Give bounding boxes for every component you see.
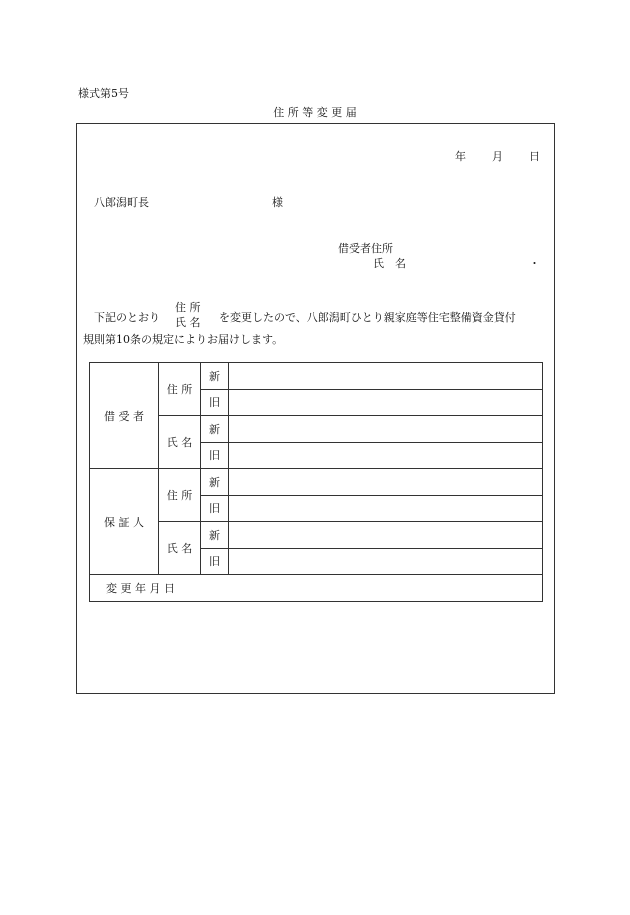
borrower-address-label: 住 所 — [159, 363, 201, 416]
old-label: 旧 — [201, 495, 229, 522]
old-label: 旧 — [201, 389, 229, 416]
borrower-label: 借 受 者 — [90, 363, 159, 469]
date-day-label: 日 — [529, 150, 540, 163]
body-prefix: 下記のとおり — [94, 311, 160, 324]
body-line2: 規則第10条の規定によりお届けします。 — [83, 333, 284, 346]
applicant-address-label: 借受者住所 — [338, 242, 393, 255]
guarantor-address-label: 住 所 — [159, 469, 201, 522]
applicant-name-label: 氏 名 — [373, 257, 406, 270]
form-number: 様式第5号 — [78, 87, 129, 100]
table-row — [90, 363, 543, 390]
date-year-label: 年 — [455, 150, 466, 163]
table-row — [90, 469, 543, 496]
seal-mark: ・ — [529, 257, 540, 270]
guarantor-new-name-field[interactable] — [229, 522, 543, 549]
borrower-new-name-field[interactable] — [229, 416, 543, 443]
table-row — [90, 575, 543, 602]
new-label: 新 — [201, 363, 229, 390]
new-label: 新 — [201, 469, 229, 496]
choice-name: 氏 名 — [175, 316, 201, 329]
new-label: 新 — [201, 522, 229, 549]
change-table — [89, 362, 543, 602]
borrower-old-name-field[interactable] — [229, 442, 543, 469]
guarantor-old-name-field[interactable] — [229, 548, 543, 575]
honorific: 様 — [272, 196, 283, 209]
borrower-old-address-field[interactable] — [229, 389, 543, 416]
old-label: 旧 — [201, 442, 229, 469]
address-name-choice — [175, 300, 201, 330]
borrower-name-label: 氏 名 — [159, 416, 201, 469]
document-title: 住 所 等 変 更 届 — [273, 106, 357, 119]
guarantor-old-address-field[interactable] — [229, 495, 543, 522]
date-line — [455, 148, 540, 164]
addressee: 八郎潟町長 — [94, 196, 149, 209]
old-label: 旧 — [201, 548, 229, 575]
new-label: 新 — [201, 416, 229, 443]
guarantor-new-address-field[interactable] — [229, 469, 543, 496]
date-month-label: 月 — [492, 150, 503, 163]
body-line1-suffix: を変更したので、八郎潟町ひとり親家庭等住宅整備資金貸付 — [219, 311, 516, 324]
change-date-label[interactable]: 変 更 年 月 日 — [90, 575, 543, 602]
guarantor-name-label: 氏 名 — [159, 522, 201, 575]
guarantor-label: 保 証 人 — [90, 469, 159, 575]
borrower-new-address-field[interactable] — [229, 363, 543, 390]
choice-address: 住 所 — [175, 301, 201, 314]
